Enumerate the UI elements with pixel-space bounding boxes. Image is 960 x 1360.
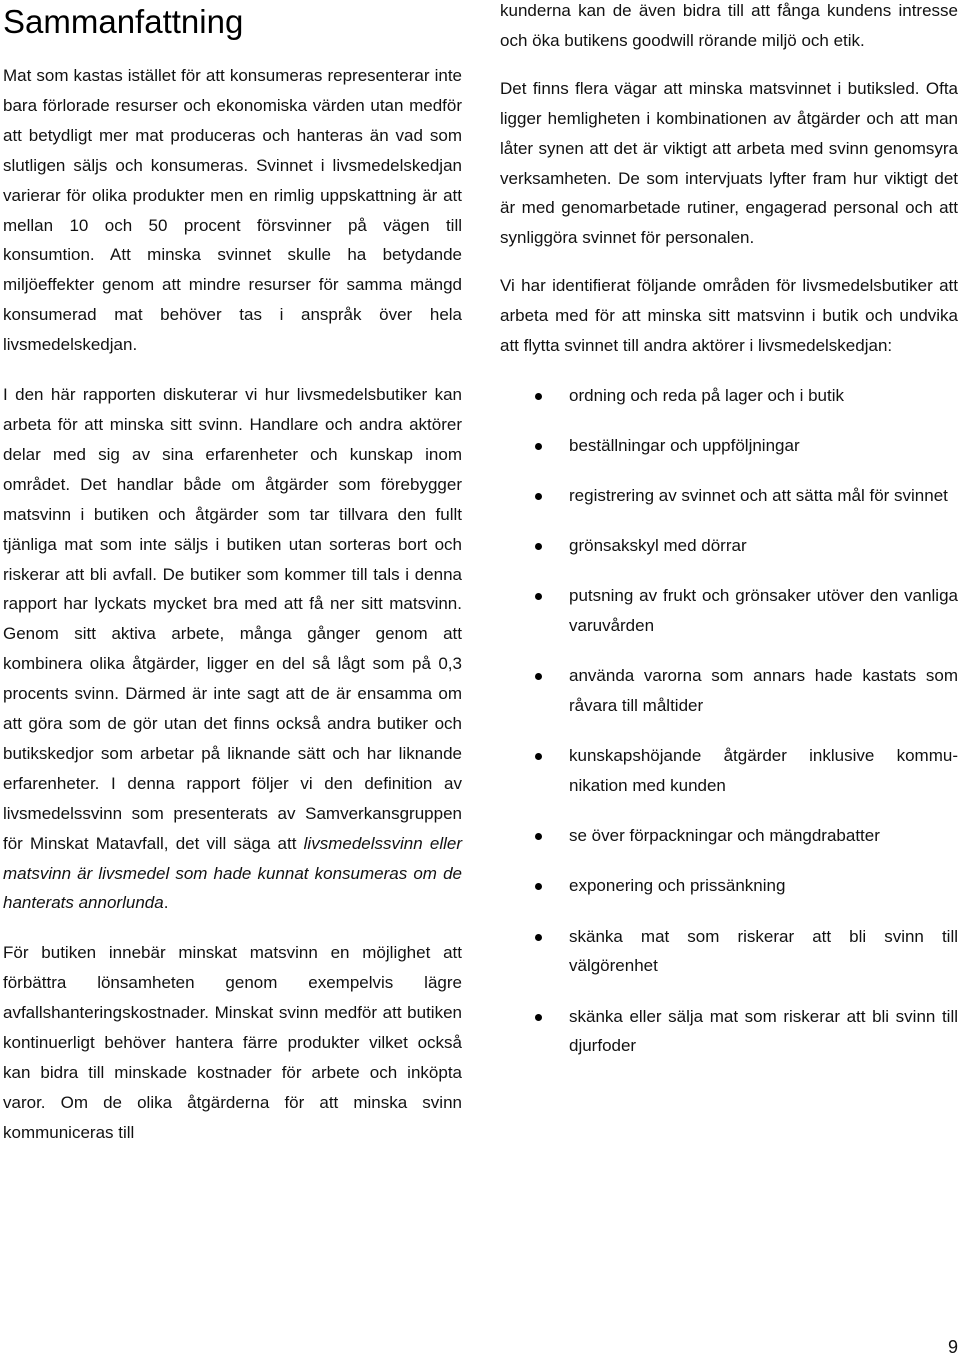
bullet-icon bbox=[535, 753, 542, 760]
list-item: använda varorna som annars hade kastats som råvara till måltider bbox=[500, 661, 958, 721]
bullet-icon bbox=[535, 883, 542, 890]
list-item: registrering av svinnet och att sätta mål för svinnet bbox=[500, 481, 958, 511]
list-item: skänka eller sälja mat som riskerar att bli svinn till djurfoder bbox=[500, 1002, 958, 1062]
list-item: exponering och prissänkning bbox=[500, 871, 958, 901]
summary-paragraph-2 bbox=[3, 380, 462, 918]
list-item: ordning och reda på lager och i butik bbox=[500, 381, 958, 411]
summary-paragraph-3: För butiken innebär minskat matsvinn en möjlighet att förbättra lönsamheten genom exempelvis lägre avfallshanteringskostnader. Minskat svinn medför att butiken kontinuerligt behöver hantera färre produkter vilket också kan bidra till minskade kostnader för arbete och inköpta varor. Om de olika åtgärderna för att minska svinn kommuniceras till bbox=[3, 943, 462, 1142]
definition-period: . bbox=[163, 893, 169, 913]
summary-paragraph-4: kunderna kan de även bidra till att fånga kundens intresse och öka butikens goodwill rörande miljö och etik. bbox=[500, 1, 958, 50]
bullet-icon bbox=[535, 393, 542, 400]
bullet-icon bbox=[535, 593, 542, 600]
bullet-icon bbox=[535, 493, 542, 500]
bullet-icon bbox=[535, 833, 542, 840]
summary-paragraph-5: Det finns flera vägar att minska matsvinnet i butiksled. Ofta ligger hemligheten i kombinationen av åtgärder och att man låter synen att det är viktigt att arbeta med svinn genomsyra verksamheten. De som intervjuats lyfter fram hur viktigt det är med genomarbetade rutiner, engagerad personal och att synliggöra svinnet för personalen. bbox=[500, 78, 958, 248]
bullet-icon bbox=[535, 673, 542, 680]
page-title: Sammanfattning bbox=[3, 3, 244, 40]
bullet-icon bbox=[535, 443, 542, 450]
list-item: kunskapshöjande åtgärder inklusive kommunikation med kunden bbox=[500, 741, 958, 801]
definition-text: livsmedelssvinn eller matsvinn är livsmedel som hade kunnat konsumeras om de hanterats annorlunda bbox=[3, 833, 462, 913]
summary-paragraph-1: Mat som kastas istället för att konsumeras representerar inte bara förlorade resurser och ekonomiska värden utan medför att betydligt mer mat produceras och hanteras än vad som slutligen säljs och konsumeras. Svinnet i livsmedelskedjan varierar för olika produkter men en rimlig uppskattning är att mellan 10 och 50 procent försvinner på vägen till konsumtion. Att minska svinnet skulle ha betydande miljöeffekter genom att mindre resurser för samma mängd konsumerad mat behöver tas i anspråk över hela livsmedelskedjan. bbox=[3, 66, 462, 355]
bullet-icon bbox=[535, 934, 542, 941]
bullet-icon bbox=[535, 1014, 542, 1021]
page-number: 9 bbox=[947, 1337, 958, 1357]
summary-paragraph-2-text: I den här rapporten diskuterar vi hur livsmedelsbutiker kan arbeta för att minska sitt svinn. Handlare och andra aktörer delar med sig av sina erfarenheter och kunskap inom området. Det handlar både om åtgärder som förebygger matsvinn i butiken och åtgärder som tar tillvara den fullt tjänliga mat som inte säljs i butiken utan sorteras bort och riskerar att bli avfall. De butiker som kommer till tals i denna rapport har lyckats mycket bra med att få ner sitt matsvinn. Genom sitt aktiva arbete, många gånger genom att kombinera olika åtgärder, ligger en del så lågt som på 0,3 procents svinn. Därmed är inte sagt att de är ensamma om att göra som de gör utan det finns också andra butiker och butikskedjor som arbetar på liknande sätt och har liknande erfarenheter. I denna rapport följer vi den definition av livsmedelssvinn som presenterats av Samverkansgruppen för Minskat Matavfall, det vill säga att bbox=[3, 385, 462, 853]
list-item: se över förpackningar och mängdrabatter bbox=[500, 821, 958, 851]
measures-list bbox=[500, 381, 958, 1061]
bullet-icon bbox=[535, 543, 542, 550]
right-column bbox=[500, 0, 958, 1082]
list-item: beställningar och uppföljningar bbox=[500, 431, 958, 461]
summary-paragraph-6: Vi har identifierat följande områden för livsmedelsbutiker att arbeta med för att minska sitt matsvinn i butik och undvika att flytta svinnet till andra aktörer i livsmedelskedjan: bbox=[500, 276, 958, 356]
list-item: grönsakskyl med dörrar bbox=[500, 531, 958, 561]
list-item: putsning av frukt och grönsaker utöver den vanliga varuvården bbox=[500, 581, 958, 641]
left-column bbox=[3, 61, 462, 1168]
list-item: skänka mat som riskerar att bli svinn till välgörenhet bbox=[500, 922, 958, 982]
